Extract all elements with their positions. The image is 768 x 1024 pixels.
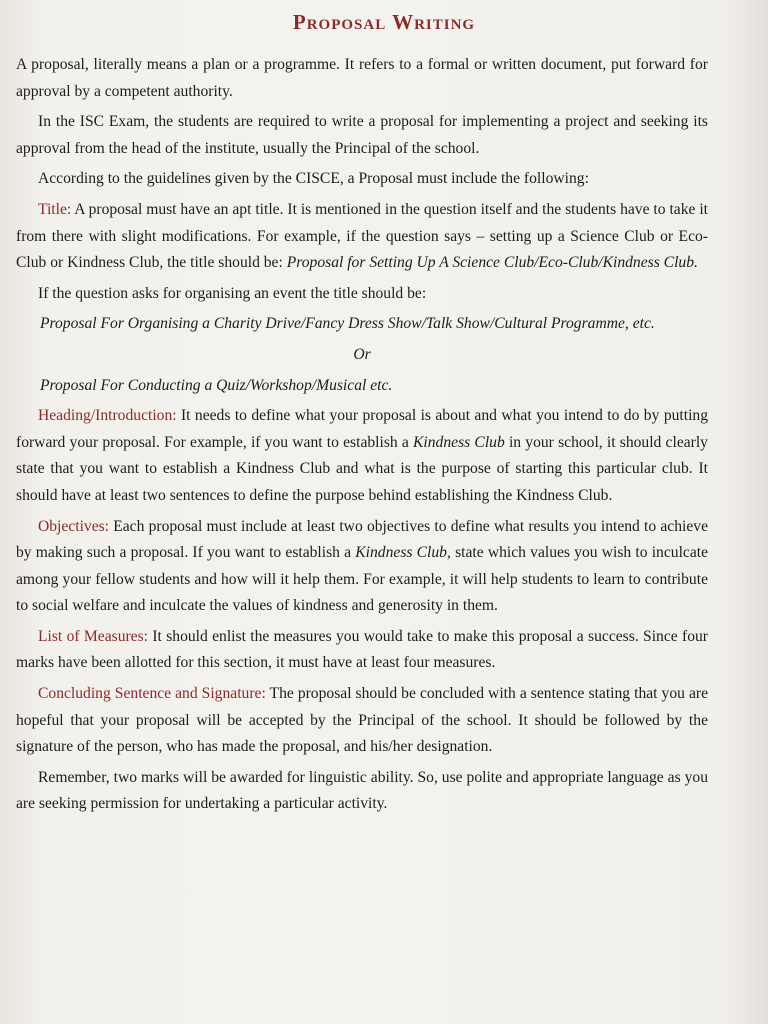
event-paragraph: If the question asks for organising an event the title should be: xyxy=(38,284,427,302)
concluding-text: The proposal should be concluded with a sentence stating that you are hopeful that your proposal will be accepted by the Principal of the school. It should be followed by the signature of the person, who has made the proposal, and his/her designation. xyxy=(16,685,709,756)
page-title: Proposal Writing xyxy=(292,10,476,34)
title-example: Proposal for Setting Up A Science Club/Eco-Club/Kindness Club. xyxy=(286,254,698,272)
page-body xyxy=(16,52,708,822)
concluding-section xyxy=(16,681,708,761)
objectives-italic: Kindness Club, xyxy=(355,544,451,562)
objectives-text-a: Each proposal must include at least two objectives to define what results you intend to achieve by making such a proposal. If you want to establish a xyxy=(16,517,708,562)
measures-label: List of Measures: xyxy=(38,627,149,645)
example-organising: Proposal For Organising a Charity Drive/Fancy Dress Show/Talk Show/Cultural Programme, etc. xyxy=(40,315,655,333)
objectives-text-b: state which values you wish to inculcate among your fellow students and how will it help them. For example, it will help students to learn to contribute to social welfare and inculcate the values of kindness and generosity in them. xyxy=(16,544,708,615)
intro-paragraph: A proposal, literally means a plan or a programme. It refers to a formal or written document, put forward for approval by a competent authority. xyxy=(16,56,708,100)
title-label: Title: xyxy=(38,200,72,218)
concluding-label: Concluding Sentence and Signature: xyxy=(38,685,266,703)
remember-paragraph: Remember, two marks will be awarded for linguistic ability. So, use polite and appropriate language as you are seeking permission for undertaking a particular activity. xyxy=(16,768,708,813)
measures-text: It should enlist the measures you would take to make this proposal a success. Since four marks have been allotted for this section, it must have at least four measures. xyxy=(16,627,709,672)
heading-text-b: in your school, it should clearly state that you want to establish a Kindness Club and what is the purpose of starting this particular club. It should have at least two sentences to define the purpose behind establishing the Kindness Club. xyxy=(16,433,708,504)
objectives-label: Objectives: xyxy=(38,517,110,535)
heading-section xyxy=(16,403,708,509)
title-text: A proposal must have an apt title. It is mentioned in the question itself and the students have to take it from there with slight modifications. For example, if the question says – setting up a Science Club or Eco-Club or Kindness Club, the title should be: xyxy=(16,200,708,272)
isc-paragraph: In the ISC Exam, the students are required to write a proposal for implementing a project and seeking its approval from the head of the institute, usually the Principal of the school. xyxy=(16,113,708,157)
heading-italic: Kindness Club xyxy=(413,433,505,451)
or-separator: Or xyxy=(353,345,371,363)
guidelines-paragraph: According to the guidelines given by the CISCE, a Proposal must include the following: xyxy=(38,170,589,188)
heading-text-a: It needs to define what your proposal is about and what you intend to do by putting forward your proposal. For example, if you want to establish a xyxy=(16,407,708,451)
objectives-section xyxy=(16,514,708,620)
measures-section xyxy=(16,624,708,677)
example-conducting: Proposal For Conducting a Quiz/Workshop/Musical etc. xyxy=(40,376,393,394)
heading-label: Heading/Introduction: xyxy=(38,407,177,425)
title-section xyxy=(16,197,708,277)
